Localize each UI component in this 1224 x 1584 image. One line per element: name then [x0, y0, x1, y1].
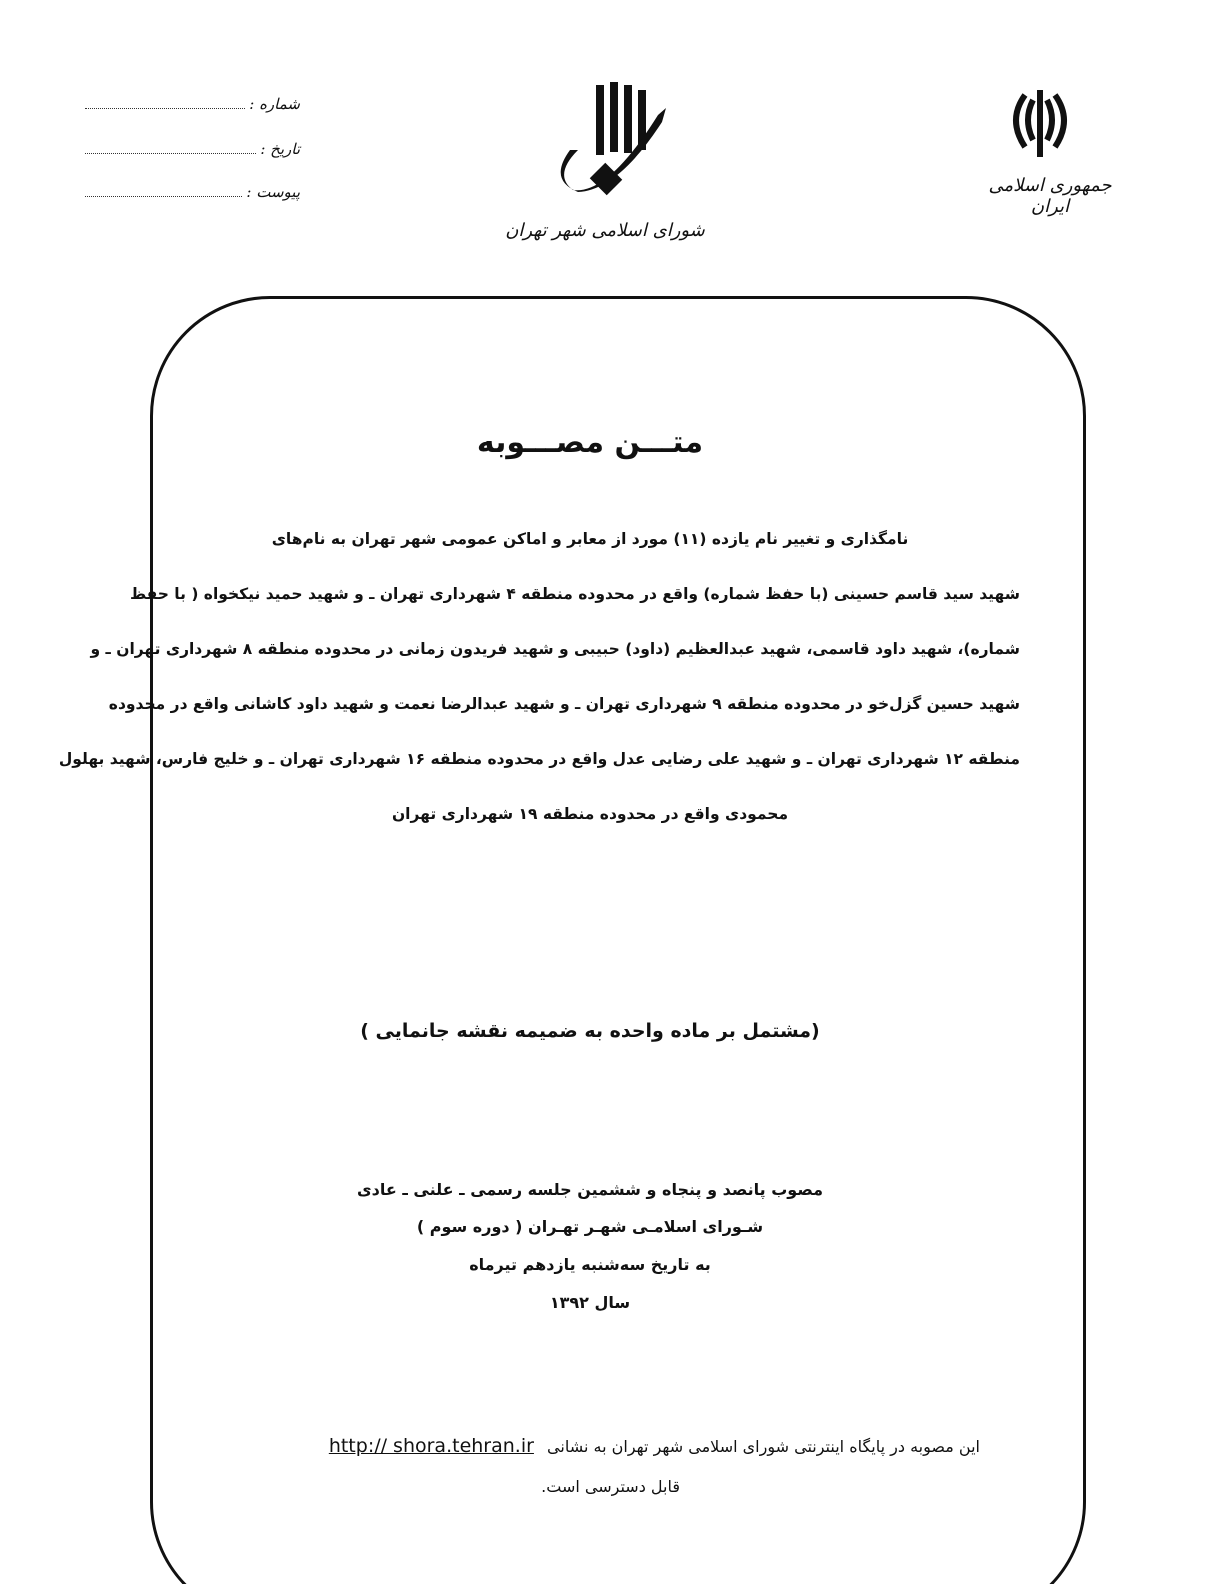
attachment-label: پیوست :: [246, 183, 300, 201]
number-dots: [85, 98, 245, 109]
approval-line: مصوب پانصد و پنجاه و ششمین جلسه رسمی ـ علنی ـ عادی: [356, 1180, 823, 1199]
approval-line: به تاریخ سه‌شنبه یازدهم تیرماه: [469, 1255, 711, 1274]
subtitle: (مشتمل بر ماده واحده به ضمیمه نقشه جانمایی ): [360, 1020, 820, 1042]
body-line: منطقه ۱۲ شهرداری تهران ـ و شهید علی رضایی عدل واقع در محدوده منطقه ۱۶ شهرداری تهران ـ و خلیج فارس، شهید بهلول: [58, 750, 1020, 768]
approval-line: شـورای اسلامـی شهـر تهـران ( دوره سوم ): [416, 1217, 764, 1236]
attachment-dots: [85, 186, 242, 197]
council-logo-icon: [548, 80, 678, 205]
footer-line: [200, 1435, 980, 1457]
footer-line-2: قابل دسترسی است.: [541, 1477, 680, 1496]
website-link[interactable]: http:// shora.tehran.ir: [328, 1435, 534, 1457]
body-line: شهید حسین گزل‌خو در محدوده منطقه ۹ شهرداری تهران ـ و شهید عبدالرضا نعمت و شهید داود کاشانی واقع در محدوده: [108, 695, 1020, 713]
date-label: تاریخ :: [260, 140, 300, 158]
document-title: متـــن مصـــوبه: [476, 425, 704, 460]
date-field: [85, 140, 300, 158]
body-line: شهید سید قاسم حسینی (با حفظ شماره) واقع در محدوده منطقه ۴ شهرداری تهران ـ و شهید حمید نیکخواه ( با حفظ: [129, 585, 1020, 603]
date-dots: [85, 143, 256, 154]
number-label: شماره :: [249, 95, 300, 113]
body-line: محمودی واقع در محدوده منطقه ۱۹ شهرداری تهران: [391, 805, 789, 823]
emblem-caption: جمهوری اسلامی ایران: [988, 175, 1112, 217]
body-line: نامگذاری و تغییر نام یازده (۱۱) مورد از معابر و اماکن عمومی شهر تهران به نام‌های: [271, 530, 909, 548]
number-field: [85, 95, 300, 113]
body-line: شماره)، شهید داود قاسمی، شهید عبدالعظیم (داود) حبیبی و شهید فریدون زمانی در محدوده منطقه ۸ شهرداری تهران ـ و: [90, 640, 1020, 658]
content-frame: [58, 296, 1086, 1584]
attachment-field: [85, 183, 300, 201]
council-logo-caption: شورای اسلامی شهر تهران: [505, 220, 705, 241]
iran-emblem-icon: [1005, 85, 1075, 160]
footer-text: این مصوبه در پایگاه اینترنتی شورای اسلامی شهر تهران به نشانی: [547, 1437, 980, 1456]
approval-line: سال ۱۳۹۲: [549, 1293, 631, 1312]
